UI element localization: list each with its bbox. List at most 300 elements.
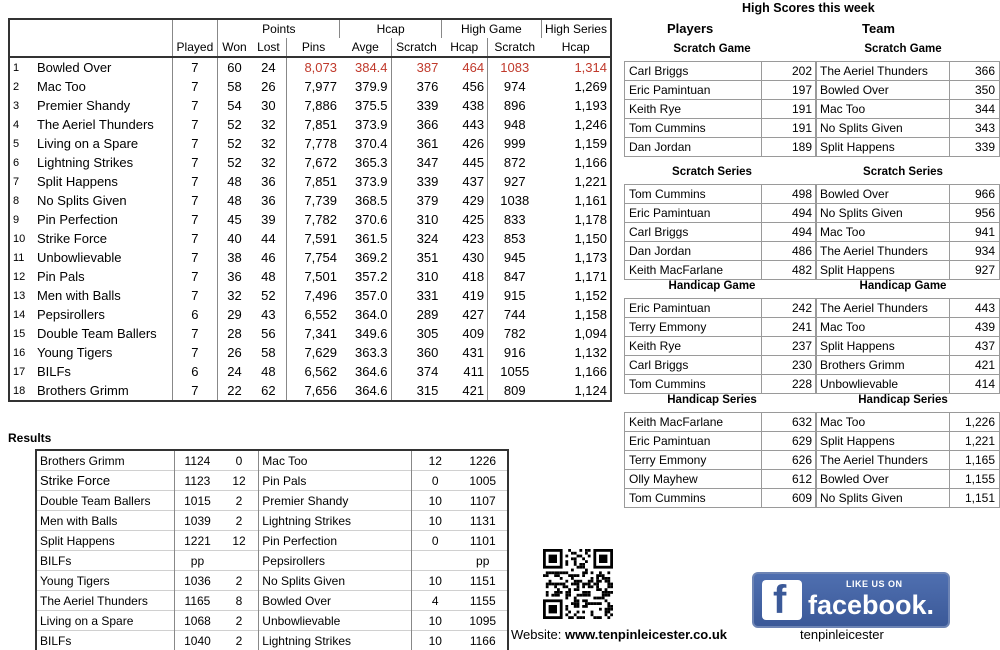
cell-lost: 30 (261, 98, 276, 113)
cell-hg_s: 379 (391, 191, 441, 210)
cell-played: 7 (172, 191, 218, 210)
result-team-b: Mac Too (259, 450, 412, 471)
qr-module (585, 571, 588, 574)
league-column-header (9, 38, 611, 57)
league-corner (9, 19, 172, 38)
qr-module (577, 602, 580, 605)
cell-hs_s: 999 (488, 134, 542, 153)
cell-lost: 48 (261, 269, 276, 284)
qr-module (579, 580, 582, 583)
qr-module (610, 613, 613, 616)
qr-module (571, 577, 574, 580)
score-name: Mac Too (816, 413, 950, 432)
table-row (9, 153, 611, 172)
cell-played: 7 (172, 229, 218, 248)
score-value: 339 (949, 138, 1000, 157)
result-team-a: Living on a Spare (36, 611, 175, 631)
cell-won: 40 (218, 229, 251, 248)
score-row (625, 204, 817, 223)
cell-pos: 15 (9, 324, 34, 343)
result-score-a: 1124 (175, 450, 220, 471)
qr-module (554, 583, 557, 586)
cell-won: 32 (218, 286, 251, 305)
qr-module (596, 616, 599, 619)
qr-module (591, 611, 594, 614)
qr-module (607, 585, 610, 588)
qr-module (574, 580, 577, 583)
qr-module (577, 585, 580, 588)
cell-pins: 6,552 (287, 305, 340, 324)
qr-module (582, 611, 585, 614)
results-row (36, 531, 508, 551)
qr-module (582, 616, 585, 619)
qr-module (560, 591, 563, 594)
qr-module (568, 588, 571, 591)
result-score-b: 1226 (458, 450, 508, 471)
qr-module (607, 608, 610, 611)
website-url[interactable]: www.tenpinleicester.co.uk (564, 627, 728, 642)
qr-module (568, 549, 571, 552)
cell-hg_h: 437 (462, 174, 485, 189)
score-value: 956 (949, 204, 1000, 223)
score-row (816, 261, 1000, 280)
qr-module (591, 571, 594, 574)
qr-module (610, 608, 613, 611)
team-scratch-series-table (815, 184, 1000, 280)
qr-module (605, 580, 608, 583)
cell-pos: 10 (9, 229, 34, 248)
qr-module (577, 580, 580, 583)
cell-pins: 7,656 (287, 381, 340, 401)
cell-pins: 7,851 (287, 115, 340, 134)
high-scores-title: High Scores this week (742, 1, 875, 15)
qr-module (563, 585, 566, 588)
qr-module (557, 583, 560, 586)
players-scratch-game-heading: Scratch Game (673, 43, 751, 55)
cell-lost: 32 (261, 117, 276, 132)
qr-module (577, 583, 580, 586)
league-group-header (9, 19, 611, 38)
qr-module (571, 569, 574, 572)
score-value: 237 (762, 337, 817, 356)
cell-team: Brothers Grimm (34, 381, 172, 401)
cell-lost: 48 (261, 364, 276, 379)
result-pts-b: 10 (412, 631, 459, 650)
cell-pins: 7,496 (287, 286, 340, 305)
qr-module (602, 574, 605, 577)
table-row (9, 172, 611, 191)
score-row (816, 204, 1000, 223)
score-row (625, 185, 817, 204)
score-value: 629 (762, 432, 817, 451)
cell-pos: 13 (9, 286, 34, 305)
corner (34, 38, 172, 57)
result-score-a: 1221 (175, 531, 220, 551)
results-row (36, 571, 508, 591)
score-value: 437 (949, 337, 1000, 356)
cell-avge: 369.2 (354, 250, 388, 265)
qr-module (565, 613, 568, 616)
cell-lost: 62 (251, 381, 287, 401)
cell-pos: 5 (9, 134, 34, 153)
cell-team: Living on a Spare (36, 136, 139, 151)
qr-module (591, 580, 594, 583)
cell-hs_s: 945 (488, 248, 542, 267)
qr-module (599, 597, 602, 600)
cell-won: 54 (218, 96, 251, 115)
facebook-wordmark: facebook. (808, 590, 935, 620)
cell-played: 7 (172, 343, 218, 362)
cell-hs_h: 1,171 (541, 267, 611, 286)
cell-hg_h: 426 (462, 136, 485, 151)
col-lost: Lost (251, 38, 287, 57)
table-row (9, 229, 611, 248)
qr-module (571, 552, 574, 555)
cell-avge: 364.6 (340, 381, 391, 401)
qr-module (560, 577, 563, 580)
score-row (816, 356, 1000, 375)
qr-module (577, 611, 580, 614)
qr-module (605, 613, 608, 616)
cell-pos: 7 (9, 172, 34, 191)
cell-hg_h: 411 (463, 364, 485, 379)
cell-hs_h: 1,152 (541, 286, 611, 305)
score-name: Keith MacFarlane (625, 261, 762, 280)
cell-hs_h: 1,221 (541, 172, 611, 191)
qr-module (565, 608, 568, 611)
qr-module (565, 555, 568, 558)
score-name: Bowled Over (816, 81, 950, 100)
cell-played: 7 (172, 381, 218, 401)
score-row (816, 62, 1000, 81)
qr-module (565, 585, 568, 588)
cell-team: Men with Balls (36, 288, 121, 303)
qr-module (596, 574, 599, 577)
cell-team: Unbowlievable (36, 250, 122, 265)
cell-hg_s: 360 (391, 343, 441, 362)
qr-module (574, 560, 577, 563)
score-value: 1,221 (950, 432, 1000, 451)
qr-module (565, 597, 568, 600)
score-name: Tom Cummins (625, 375, 762, 394)
result-pts-b: 4 (412, 591, 459, 611)
cell-pins: 7,591 (287, 229, 340, 248)
cell-hg_s: 331 (391, 286, 441, 305)
result-pts-a: 2 (220, 631, 259, 650)
qr-module (557, 591, 560, 594)
qr-module (574, 613, 577, 616)
score-name: Split Happens (816, 337, 950, 356)
score-value: 202 (762, 62, 817, 81)
result-pts-b: 12 (412, 450, 459, 471)
score-value: 1,226 (950, 413, 1000, 432)
result-team-b: Premier Shandy (259, 491, 412, 511)
score-name: The Aeriel Thunders (816, 242, 950, 261)
qr-module (585, 602, 588, 605)
result-team-b: Pin Pals (259, 471, 412, 491)
cell-hg_s: 310 (391, 210, 441, 229)
cell-hg_s: 324 (391, 229, 441, 248)
score-row (625, 223, 817, 242)
result-score-a: 1040 (175, 631, 220, 650)
cell-hs_s: 782 (488, 324, 542, 343)
col-avge: Avge (340, 38, 391, 57)
cell-hg_h: 418 (462, 269, 485, 284)
cell-hg_h: 431 (462, 345, 485, 360)
group-header: Points (218, 19, 340, 38)
cell-avge: 370.6 (354, 212, 388, 227)
score-name: Keith Rye (625, 337, 762, 356)
cell-hg_h: 445 (462, 155, 485, 170)
score-name: Keith Rye (625, 100, 762, 119)
cell-avge: 384.4 (354, 60, 388, 75)
qr-module (565, 571, 568, 574)
qr-module (582, 583, 585, 586)
score-row (625, 62, 817, 81)
score-name: Mac Too (816, 223, 950, 242)
team-handicap-series-table (815, 412, 1000, 508)
cell-lost: 46 (261, 250, 276, 265)
cell-hg_h: 430 (462, 250, 485, 265)
table-row (9, 134, 611, 153)
result-pts-a: 2 (220, 511, 259, 531)
cell-won: 22 (218, 381, 251, 401)
qr-module (574, 552, 577, 555)
group-header: Hcap (340, 19, 441, 38)
qr-module (588, 602, 591, 605)
score-name: Split Happens (816, 261, 950, 280)
qr-module (571, 583, 574, 586)
qr-module (596, 585, 599, 588)
score-value: 241 (762, 318, 817, 337)
score-name: Bowled Over (816, 470, 950, 489)
qr-module (596, 577, 599, 580)
qr-module (585, 605, 588, 608)
qr-module (602, 597, 605, 600)
cell-avge: 364.0 (354, 307, 388, 322)
score-value: 414 (949, 375, 1000, 394)
results-row (36, 471, 508, 491)
result-team-b: Bowled Over (259, 591, 412, 611)
qr-module (568, 594, 571, 597)
score-row (816, 299, 1000, 318)
cell-pins: 7,739 (287, 191, 340, 210)
cell-lost: 56 (261, 326, 276, 341)
qr-module (546, 583, 549, 586)
score-row (625, 242, 817, 261)
table-row (9, 191, 611, 210)
cell-pins: 7,629 (287, 343, 340, 362)
qr-module (568, 616, 571, 619)
qr-module (574, 605, 577, 608)
results-row (36, 450, 508, 471)
qr-module (549, 583, 552, 586)
score-row (625, 119, 817, 138)
results-row (36, 591, 508, 611)
cell-played: 7 (172, 248, 218, 267)
results-row (36, 551, 508, 571)
facebook-badge[interactable] (752, 572, 950, 628)
result-team-a: Strike Force (36, 471, 175, 491)
cell-hg_h: 438 (462, 98, 485, 113)
qr-module (577, 605, 580, 608)
qr-module (599, 580, 602, 583)
qr-module (577, 616, 580, 619)
cell-played: 7 (172, 210, 218, 229)
team-scratch-game-table (815, 61, 1000, 157)
cell-won: 48 (218, 191, 251, 210)
score-name: The Aeriel Thunders (816, 299, 950, 318)
score-name: Terry Emmony (625, 451, 762, 470)
cell-pins: 7,501 (287, 267, 340, 286)
score-name: The Aeriel Thunders (816, 451, 950, 470)
cell-hg_s: 366 (391, 115, 441, 134)
cell-team: Pin Pals (36, 269, 85, 284)
cell-played: 7 (172, 267, 218, 286)
qr-module (596, 583, 599, 586)
cell-won: 24 (218, 362, 251, 381)
qr-module (554, 574, 557, 577)
qr-module (607, 611, 610, 614)
cell-lost: 39 (261, 212, 276, 227)
qr-module (565, 594, 568, 597)
qr-module (588, 549, 591, 552)
qr-module (568, 611, 571, 614)
score-name: Terry Emmony (625, 318, 762, 337)
qr-module (582, 605, 585, 608)
cell-hs_s: 872 (488, 153, 542, 172)
cell-hs_h: 1,159 (541, 134, 611, 153)
cell-hg_s: 374 (391, 362, 441, 381)
cell-won: 52 (218, 134, 251, 153)
result-score-b: 1101 (458, 531, 508, 551)
played-group-spacer (172, 19, 218, 38)
cell-team: Split Happens (36, 174, 118, 189)
cell-hs_s: 916 (488, 343, 542, 362)
qr-module (582, 585, 585, 588)
result-pts-a: 12 (220, 471, 259, 491)
cell-avge: 370.4 (354, 136, 388, 151)
qr-module (582, 563, 585, 566)
cell-won: 52 (218, 115, 251, 134)
qr-module (599, 588, 602, 591)
qr-module (610, 585, 613, 588)
score-value: 443 (949, 299, 1000, 318)
qr-module (596, 602, 599, 605)
cell-team: Lightning Strikes (36, 155, 134, 170)
cell-lost: 52 (261, 288, 276, 303)
cell-hg_s: 347 (391, 153, 441, 172)
qr-module (568, 574, 571, 577)
score-value: 366 (949, 62, 1000, 81)
cell-won: 45 (218, 210, 251, 229)
qr-module (607, 616, 610, 619)
qr-module (546, 574, 549, 577)
cell-won: 52 (218, 153, 251, 172)
players-heading: Players (667, 21, 714, 36)
cell-hs_s: 896 (488, 96, 542, 115)
qr-module (557, 594, 560, 597)
players-handicap-game-table (624, 298, 817, 394)
score-value: 197 (762, 81, 817, 100)
website-line (511, 627, 727, 642)
table-row (9, 362, 611, 381)
score-value: 482 (762, 261, 817, 280)
qr-module (588, 583, 591, 586)
col-hg-hcap: Hcap (441, 38, 487, 57)
cell-hg_h: 429 (462, 193, 485, 208)
group-header: High Game (441, 19, 541, 38)
cell-hs_s: 847 (488, 267, 542, 286)
qr-module (596, 580, 599, 583)
cell-played: 6 (172, 305, 218, 324)
qr-module (546, 571, 549, 574)
cell-played: 7 (172, 57, 218, 77)
cell-played: 7 (172, 77, 218, 96)
qr-module (554, 571, 557, 574)
score-value: 494 (762, 204, 817, 223)
result-team-a: Double Team Ballers (36, 491, 175, 511)
qr-module (571, 616, 574, 619)
result-score-a: 1165 (175, 591, 220, 611)
score-value: 934 (949, 242, 1000, 261)
result-pts-b: 10 (412, 611, 459, 631)
qr-module (593, 602, 596, 605)
qr-module (607, 605, 610, 608)
qr-module (596, 588, 599, 591)
score-name: Eric Pamintuan (625, 81, 762, 100)
result-pts-a: 12 (220, 531, 259, 551)
qr-module (610, 605, 613, 608)
result-team-a: BILFs (36, 551, 175, 571)
qr-module (579, 549, 582, 552)
cell-pos: 11 (9, 248, 34, 267)
score-value: 966 (949, 185, 1000, 204)
cell-pos: 17 (9, 362, 34, 381)
qr-module (560, 583, 563, 586)
qr-module (605, 588, 608, 591)
qr-module (588, 580, 591, 583)
qr-module (593, 616, 596, 619)
cell-pos: 12 (9, 267, 34, 286)
qr-module (588, 585, 591, 588)
cell-lost: 36 (261, 193, 276, 208)
score-name: No Splits Given (816, 119, 950, 138)
table-row (9, 210, 611, 229)
score-value: 228 (762, 375, 817, 394)
qr-module (610, 583, 613, 586)
result-pts-a: 0 (220, 450, 259, 471)
col-hg-scratch: Scratch (391, 38, 441, 57)
cell-team: Premier Shandy (36, 98, 131, 113)
qr-module (579, 566, 582, 569)
cell-pos: 9 (9, 210, 34, 229)
result-score-b: 1151 (458, 571, 508, 591)
cell-pos: 14 (9, 305, 34, 324)
result-pts-b: 0 (412, 471, 459, 491)
result-score-a: 1036 (175, 571, 220, 591)
qr-module (568, 591, 571, 594)
qr-module (546, 594, 549, 597)
score-value: 941 (949, 223, 1000, 242)
cell-lost: 32 (261, 136, 276, 151)
qr-module (602, 594, 605, 597)
cell-team: BILFs (36, 364, 71, 379)
qr-module (579, 563, 582, 566)
result-team-b: Lightning Strikes (259, 511, 412, 531)
cell-hg_s: 351 (391, 248, 441, 267)
qr-module (610, 591, 613, 594)
